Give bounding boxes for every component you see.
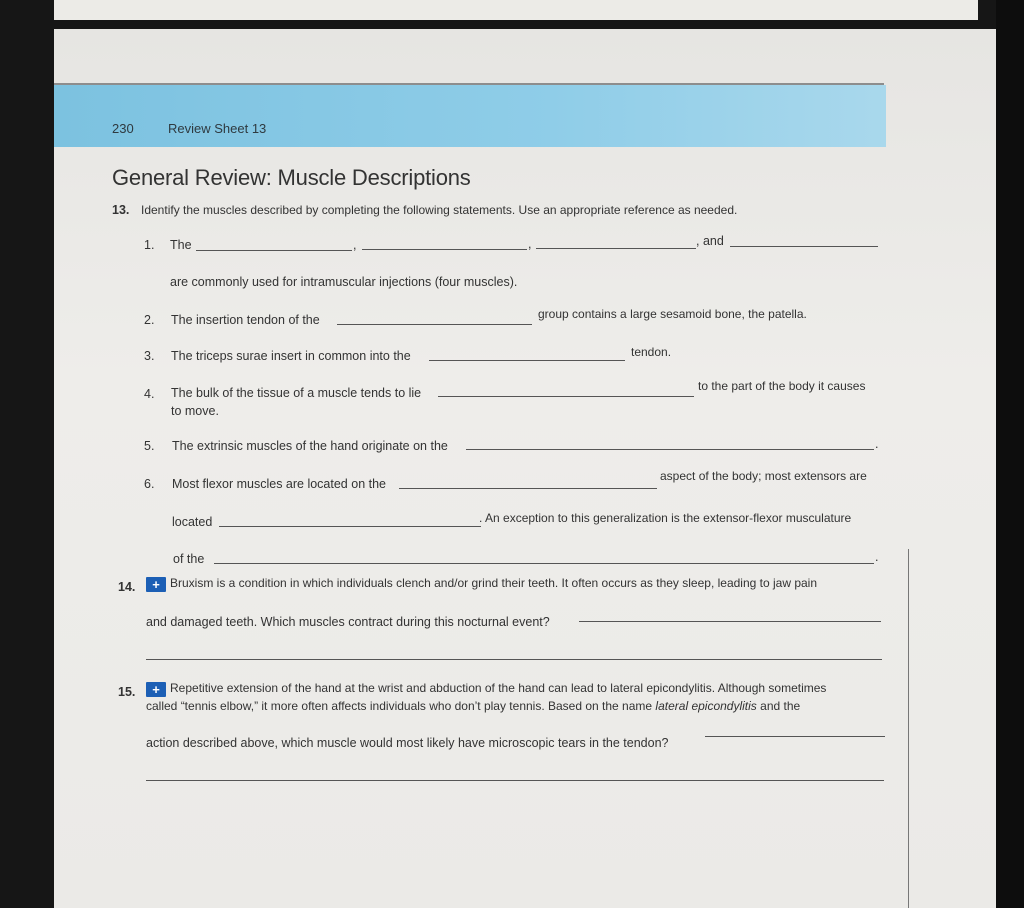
plus-icon: + (146, 682, 166, 697)
question-15-number: 15. (118, 685, 136, 699)
item-2-number: 2. (144, 313, 155, 327)
item-2-blank[interactable] (337, 324, 532, 325)
item-4-blank[interactable] (438, 396, 694, 397)
question-15-line-1: + Repetitive extension of the hand at the wrist and abduction of the hand can lead to lateral epicondylitis. Although sometimes (146, 681, 826, 697)
page-number: 230 (112, 121, 134, 136)
item-5-number: 5. (144, 439, 155, 453)
item-1-blank-b[interactable] (362, 249, 527, 250)
item-6-period: . (875, 550, 879, 564)
item-6-of-the: of the (173, 552, 205, 566)
item-3-number: 3. (144, 349, 155, 363)
header-band (54, 85, 886, 147)
question-15-blank-b[interactable] (146, 780, 884, 781)
item-6-exception: . An exception to this generalization is the extensor-flexor musculature (479, 511, 852, 525)
plus-icon: + (146, 577, 166, 592)
item-5-blank[interactable] (466, 449, 874, 450)
question-15-blank-a[interactable] (705, 736, 885, 737)
item-4-number: 4. (144, 387, 155, 401)
question-15-line-3: action described above, which muscle would most likely have microscopic tears in the tendon? (146, 736, 669, 750)
item-1-text: The (170, 238, 192, 252)
item-5-text: The extrinsic muscles of the hand originate on the (172, 439, 448, 453)
item-4-text: The bulk of the tissue of a muscle tends to lie (171, 386, 422, 400)
worksheet-page (54, 29, 996, 908)
lateral-epicondylitis-term: lateral epicondylitis (655, 699, 757, 713)
item-4-text-mid: to the part of the body it causes (698, 379, 866, 393)
item-6-text: Most flexor muscles are located on the (172, 477, 386, 491)
top-sheet-edge (54, 0, 978, 20)
item-1-blank-c[interactable] (536, 248, 696, 249)
question-15-line-2: called “tennis elbow,” it more often affects individuals who don’t play tennis. Based on the name lateral epicondylitis and the (146, 699, 801, 713)
item-1-comma-2: , (528, 237, 532, 251)
item-1-blank-d[interactable] (730, 246, 878, 247)
item-4-text-end: to move. (171, 404, 219, 418)
item-5-period: . (875, 437, 879, 451)
item-6-located: located (172, 515, 213, 529)
item-1-continuation: are commonly used for intramuscular injections (four muscles). (170, 275, 518, 289)
item-1-comma-1: , (353, 238, 357, 252)
sheet-name: Review Sheet 13 (168, 121, 267, 136)
item-6-number: 6. (144, 477, 155, 491)
item-6-text-mid: aspect of the body; most extensors are (660, 469, 867, 483)
item-6-blank-b[interactable] (219, 526, 481, 527)
item-1-and: , and (696, 234, 724, 248)
item-6-blank-a[interactable] (399, 488, 657, 489)
item-6-blank-c[interactable] (214, 563, 874, 564)
item-2-text-end: group contains a large sesamoid bone, the patella. (538, 307, 807, 321)
item-3-text: The triceps surae insert in common into the (171, 349, 411, 363)
item-3-text-end: tendon. (631, 345, 672, 359)
question-13-prompt: Identify the muscles described by completing the following statements. Use an appropriate reference as needed. (141, 203, 738, 217)
item-1-blank-a[interactable] (196, 250, 352, 251)
question-14-blank-b[interactable] (146, 659, 882, 660)
item-3-blank[interactable] (429, 360, 625, 361)
screen-frame (996, 0, 1024, 908)
question-14-number: 14. (118, 580, 136, 594)
section-title: General Review: Muscle Descriptions (112, 165, 471, 190)
item-1-number: 1. (144, 238, 155, 252)
page-edge-line (908, 549, 909, 908)
item-2-text: The insertion tendon of the (171, 313, 320, 327)
question-14-blank-a[interactable] (579, 621, 881, 622)
question-14-line-1: + Bruxism is a condition in which individuals clench and/or grind their teeth. It often occurs as they sleep, leading to jaw pain (146, 576, 817, 592)
question-13-number: 13. (112, 203, 130, 217)
question-14-line-2: and damaged teeth. Which muscles contract during this nocturnal event? (146, 615, 550, 629)
